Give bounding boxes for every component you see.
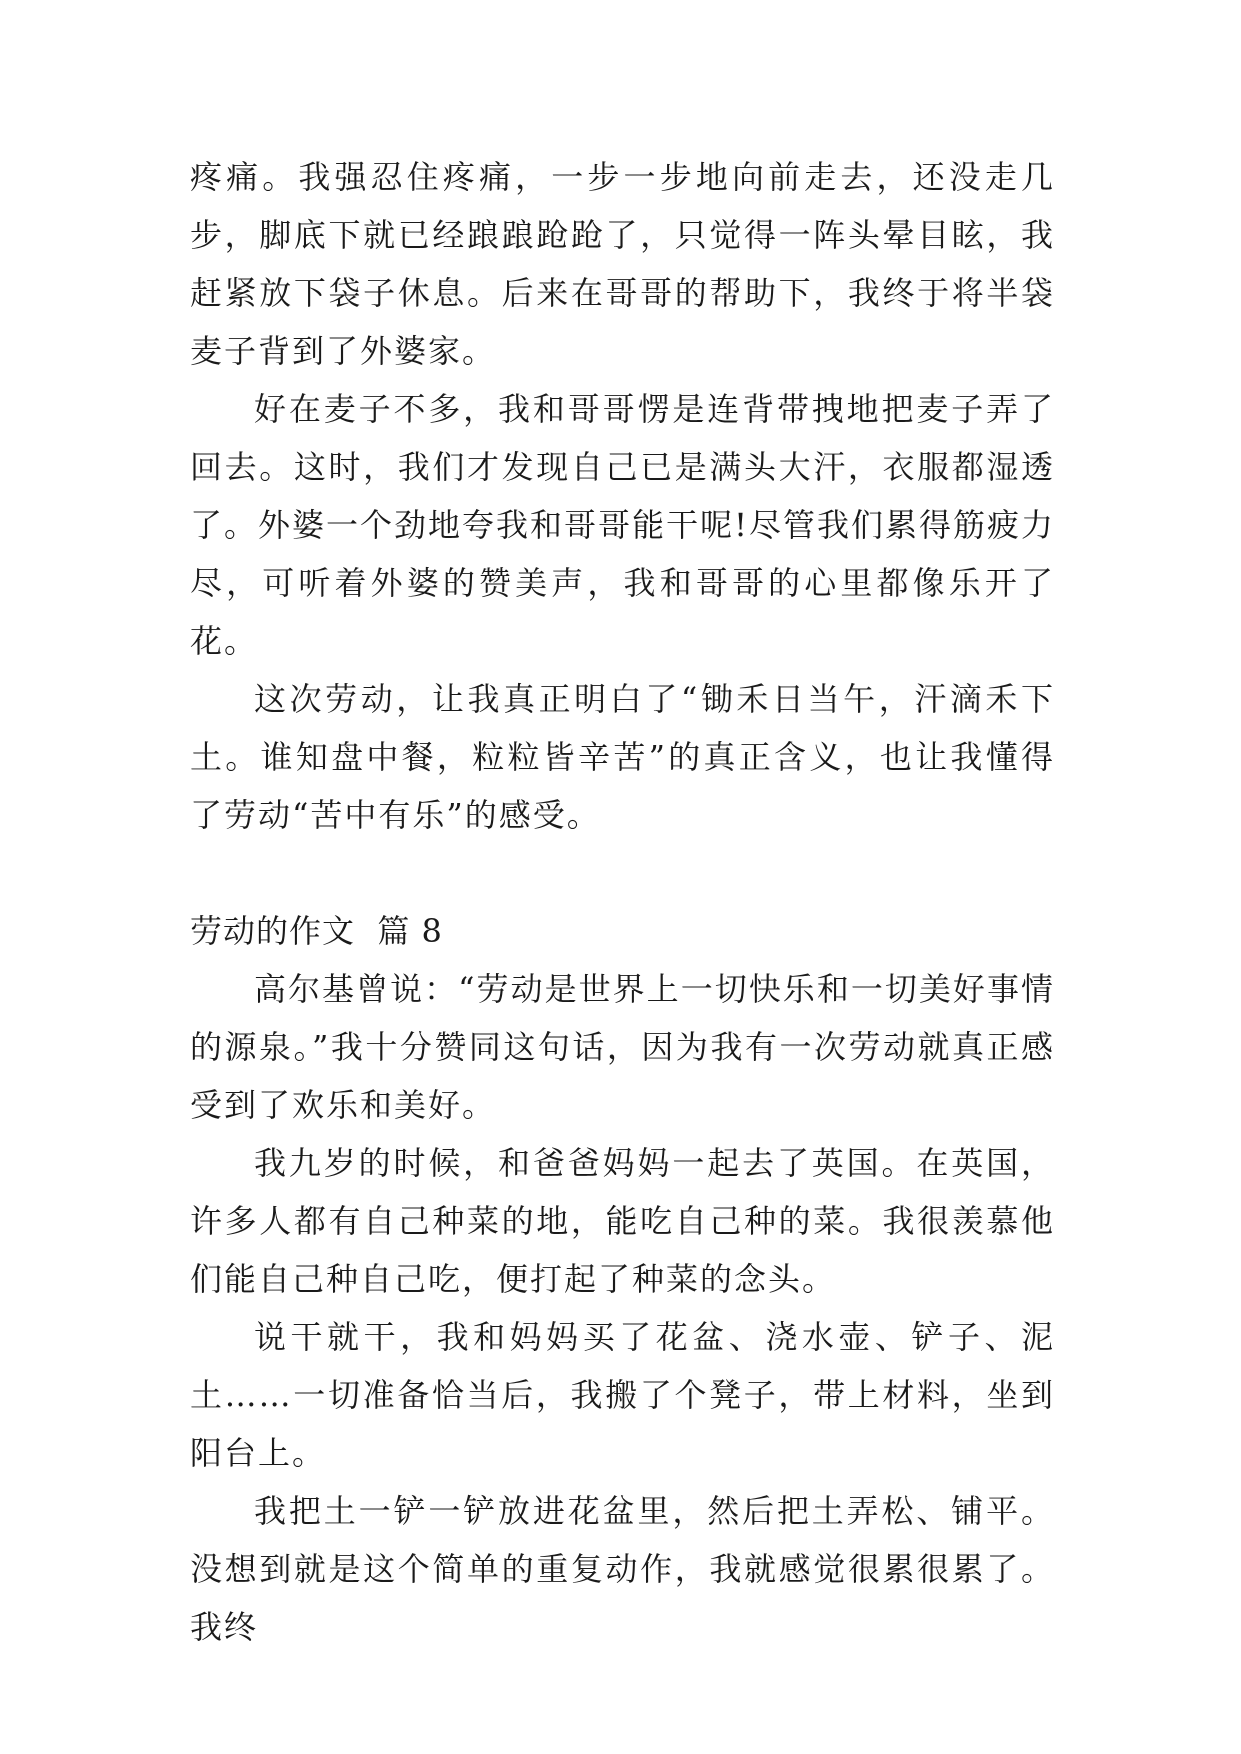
paragraph: 我把土一铲一铲放进花盆里，然后把土弄松、铺平。没想到就是这个简单的重复动作，我就感觉很累很累了。我终 [190,1492,1055,1646]
paragraph: 疼痛。我强忍住疼痛，一步一步地向前走去，还没走几步，脚底下就已经踉踉跄跄了，只觉得一阵头晕目眩，我赶紧放下袋子休息。后来在哥哥的帮助下，我终于将半袋麦子背到了外婆家。 [190,158,1055,370]
paragraph: 好在麦子不多，我和哥哥愣是连背带拽地把麦子弄了回去。这时，我们才发现自己已是满头大汗，衣服都湿透了。外婆一个劲地夸我和哥哥能干呢!尽管我们累得筋疲力尽，可听着外婆的赞美声，我和哥哥的心里都像乐开了花。 [190,390,1055,660]
paragraph: 我九岁的时候，和爸爸妈妈一起去了英国。在英国，许多人都有自己种菜的地，能吃自己种的菜。我很羡慕他们能自己种自己吃，便打起了种菜的念头。 [190,1144,1055,1298]
paragraph: 这次劳动，让我真正明白了“锄禾日当午，汗滴禾下土。谁知盘中餐，粒粒皆辛苦”的真正含义，也让我懂得了劳动“苦中有乐”的感受。 [190,680,1055,834]
paragraph: 说干就干，我和妈妈买了花盆、浇水壶、铲子、泥土……一切准备恰当后，我搬了个凳子，带上材料，坐到阳台上。 [190,1318,1055,1472]
paragraph: 高尔基曾说：“劳动是世界上一切快乐和一切美好事情的源泉。”我十分赞同这句话，因为我有一次劳动就真正感受到了欢乐和美好。 [190,970,1055,1124]
document-body [190,148,1055,1656]
section-title: 劳动的作文 篇 8 [190,912,443,950]
